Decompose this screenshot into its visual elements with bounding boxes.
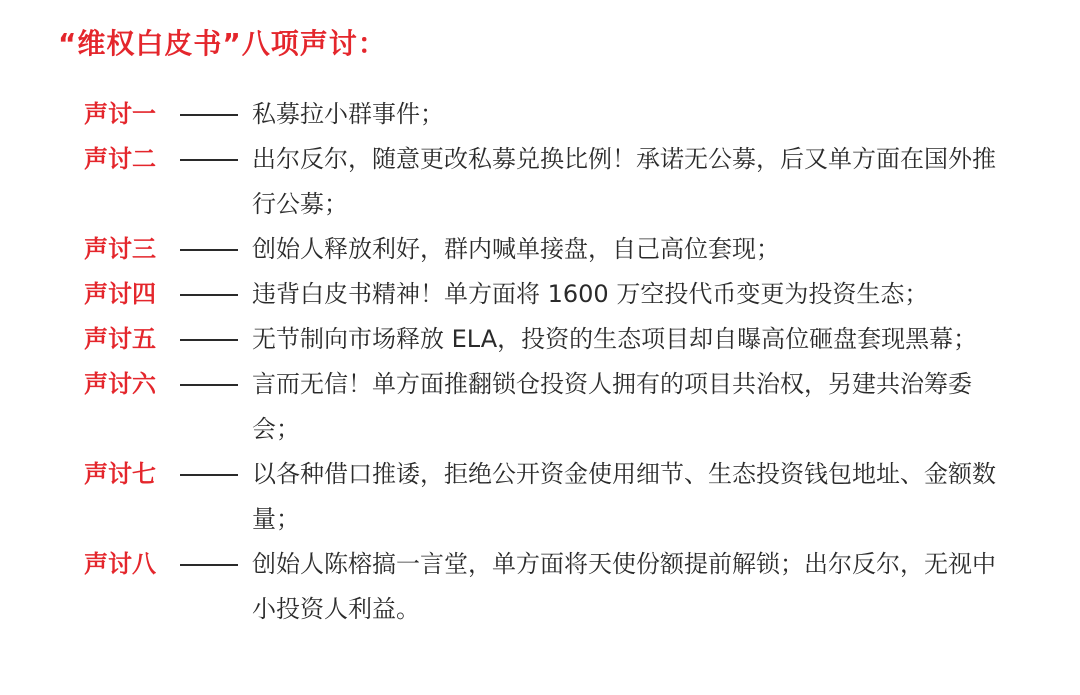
item-text: 违背白皮书精神！单方面将 1600 万空投代币变更为投资生态； bbox=[252, 280, 929, 308]
item-text: 出尔反尔，随意更改私募兑换比例！承诺无公募，后又单方面在国外推行公募； bbox=[252, 145, 996, 218]
dash-separator bbox=[180, 362, 238, 407]
list-item bbox=[84, 362, 1044, 452]
item-text: 以各种借口推诿，拒绝公开资金使用细节、生态投资钱包地址、金额数量； bbox=[252, 460, 996, 533]
grievance-list bbox=[84, 92, 1044, 632]
item-label: 声讨八 bbox=[84, 550, 156, 578]
item-label: 声讨六 bbox=[84, 370, 156, 398]
dash-separator bbox=[180, 542, 238, 587]
item-text: 创始人陈榕搞一言堂，单方面将天使份额提前解锁；出尔反尔，无视中小投资人利益。 bbox=[252, 550, 996, 623]
item-label: 声讨二 bbox=[84, 145, 156, 173]
item-label: 声讨四 bbox=[84, 280, 156, 308]
list-item bbox=[84, 317, 1044, 362]
dash-separator bbox=[180, 92, 238, 137]
list-item bbox=[84, 137, 1044, 227]
dash-separator bbox=[180, 227, 238, 272]
page-title: “维权白皮书”八项声讨： bbox=[58, 27, 387, 60]
item-label: 声讨七 bbox=[84, 460, 156, 488]
dash-separator bbox=[180, 137, 238, 182]
item-label: 声讨一 bbox=[84, 100, 156, 128]
item-text: 言而无信！单方面推翻锁仓投资人拥有的项目共治权，另建共治筹委会； bbox=[252, 370, 972, 443]
item-text: 无节制向市场释放 ELA，投资的生态项目却自曝高位砸盘套现黑幕； bbox=[252, 325, 978, 353]
list-item bbox=[84, 452, 1044, 542]
dash-separator bbox=[180, 317, 238, 362]
list-item bbox=[84, 227, 1044, 272]
list-item bbox=[84, 542, 1044, 632]
list-item bbox=[84, 92, 1044, 137]
list-item bbox=[84, 272, 1044, 317]
item-text: 私募拉小群事件； bbox=[252, 100, 444, 128]
item-text: 创始人释放利好，群内喊单接盘，自己高位套现； bbox=[252, 235, 780, 263]
item-label: 声讨三 bbox=[84, 235, 156, 263]
item-label: 声讨五 bbox=[84, 325, 156, 353]
dash-separator bbox=[180, 272, 238, 317]
dash-separator bbox=[180, 452, 238, 497]
